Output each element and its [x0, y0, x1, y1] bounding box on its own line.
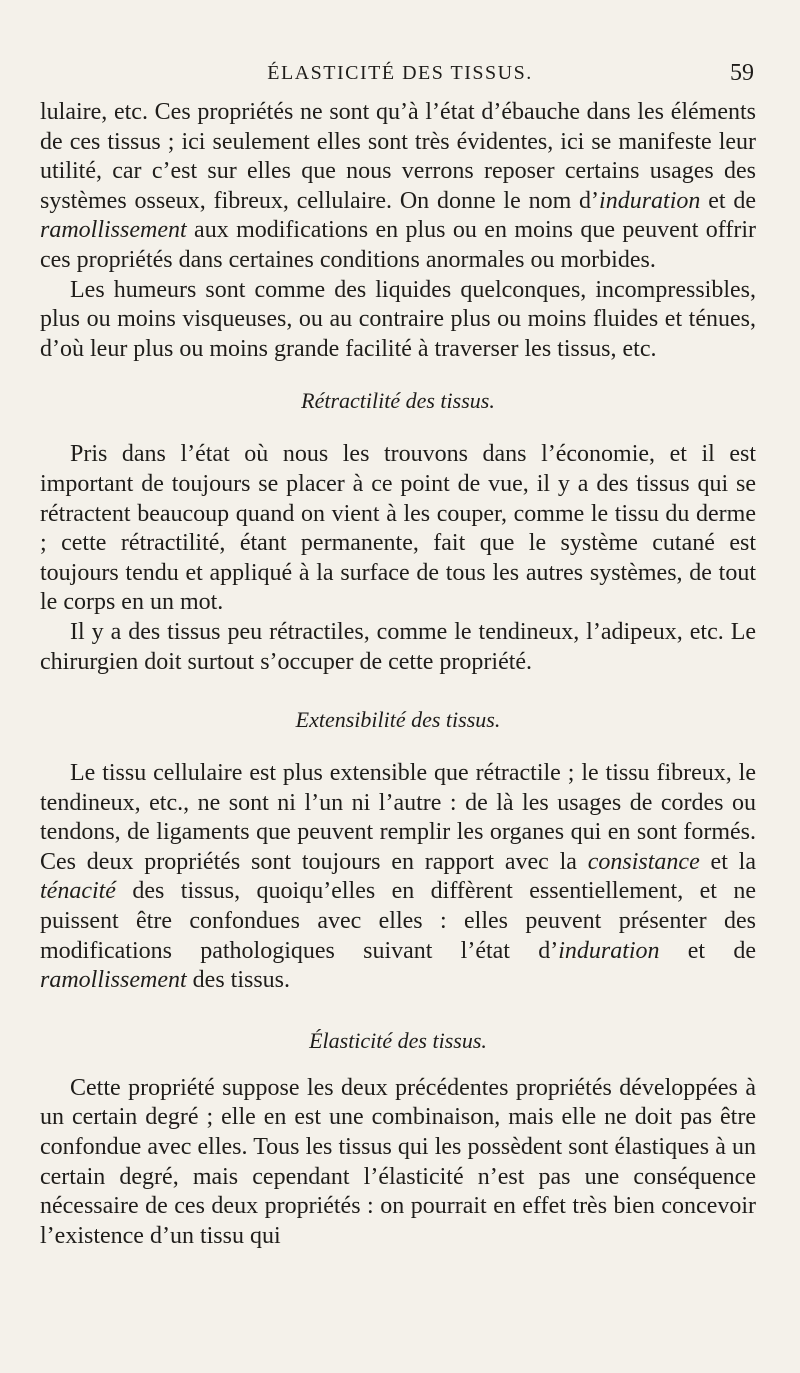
- running-head: [42, 62, 758, 98]
- page-body: [40, 98, 756, 1251]
- paragraph-5: [40, 759, 756, 996]
- paragraph-3: Pris dans l’état où nous les trouvons dans l’économie, et il est important de toujours se placer à ce point de vue, il y a des tissus qui se rétractent beaucoup quand on vient à les couper, comme le tissu du derme ; cette rétractilité, étant permanente, fait que le système cutané est toujours tendu et appliqué à la surface de tous les autres systèmes, de tout le corps en un mot.: [40, 441, 756, 616]
- paragraph-1-text-c: et de: [700, 187, 756, 214]
- paragraph-5-text-i: des tissus.: [186, 967, 291, 994]
- paragraph-1-text-a: lulaire, etc. Ces propriétés ne sont qu’à l’état d’ébauche dans les éléments de ces tissus ; ici seulement elles sont très évidentes, ici se manifeste leur utilité, car c’est sur elles que nous verrons reposer certains usages des systèmes osseux, fibreux, cellulaire. On donne le nom d’: [40, 99, 756, 214]
- term-ramollissement-2: ramollissement: [40, 967, 187, 994]
- paragraph-1: [40, 98, 756, 276]
- paragraph-5-text-e: des tissus, quoiqu’elles en diffèrent essentiellement, et ne puissent être confondues avec elles : elles peuvent présenter des modifications pathologiques suivant l’état d’: [40, 878, 756, 964]
- section-heading-extensibilite: Extensibilité des tissus.: [295, 707, 501, 733]
- running-title: ÉLASTICITÉ DES TISSUS.: [267, 62, 533, 84]
- page-number: 59: [730, 60, 754, 86]
- term-induration-2: induration: [558, 937, 660, 964]
- paragraph-5-text-g: et de: [659, 937, 756, 964]
- paragraph-6: Cette propriété suppose les deux précédentes propriétés développées à un certain degré ; elle en est une combinaison, mais elle ne doit pas être confondue avec elles. Tous les tissus qui les possèdent sont élastiques à un certain degré, mais cependant l’élasticité n’est pas une conséquence nécessaire de ces deux propriétés : on pourrait en effet très bien concevoir l’existence d’un tissu qui: [40, 1074, 756, 1249]
- paragraph-5-text-a: Le tissu cellulaire est plus extensible que rétractile ; le tissu fibreux, le tendineux, etc., ne sont ni l’un ni l’autre : de là les usages de cordes ou tendons, de ligaments que peuvent remplir les organes qui en sont formés. Ces deux propriétés sont toujours en rapport avec la: [40, 760, 756, 875]
- paragraph-1-text-e: aux modifications en plus ou en moins que peuvent offrir ces propriétés dans certaines conditions anormales ou morbides.: [40, 217, 756, 273]
- paragraph-4: Il y a des tissus peu rétractiles, comme le tendineux, l’adipeux, etc. Le chirurgien doit surtout s’occuper de cette propriété.: [40, 618, 756, 675]
- paragraph-5-text-c: et la: [699, 848, 756, 875]
- section-heading-elasticite: Élasticité des tissus.: [309, 1027, 487, 1053]
- section-heading-retractilite: Rétractilité des tissus.: [301, 388, 495, 414]
- term-consistance: consistance: [587, 848, 700, 875]
- term-tenacite: ténacité: [40, 878, 116, 905]
- paragraph-2: Les humeurs sont comme des liquides quelconques, incompressibles, plus ou moins visqueuses, ou au contraire plus ou moins fluides et ténues, d’où leur plus ou moins grande facilité à traverser les tissus, etc.: [40, 276, 756, 362]
- term-ramollissement: ramollissement: [40, 217, 187, 244]
- term-induration: induration: [599, 187, 701, 214]
